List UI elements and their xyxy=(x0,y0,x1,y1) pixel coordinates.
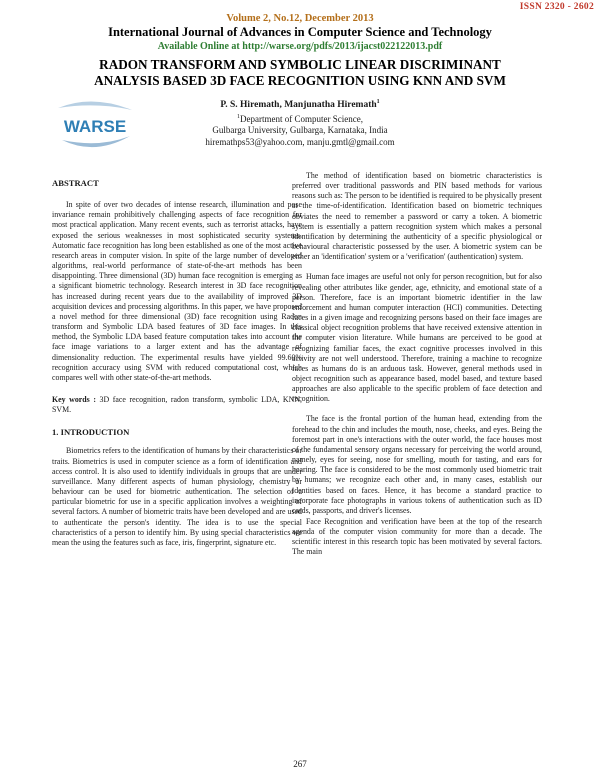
keywords-text: 3D face recognition, radon transform, symbolic LDA, KNN, SVM. xyxy=(52,394,303,415)
author-names: P. S. Hiremath, Manjunatha Hiremath$^1$ xyxy=(220,99,380,111)
right-paragraph-4: Face Recognition and verification have been at the top of the research agenda of the computer vision community for more than a decade. The scientific interest in this research topic has been motivated by several factors. The main xyxy=(292,517,542,557)
page-number: 267 xyxy=(293,759,307,769)
left-column xyxy=(52,178,302,548)
paper-title xyxy=(20,57,580,89)
online-url: Available Online at http://warse.org/pdfs/2013/ijacst022122013.pdf xyxy=(157,41,443,52)
author-superscript: 1 xyxy=(376,99,380,105)
abstract-text: In spite of over two decades of intense research, illumination and pose invariance remain prohibitively challenging aspects of face recognition for most practical application. Many recent events, such as terrorist attacks, have exposed the serious weaknesses in most sophisticated security systems. Automatic face recognition has long been established as one of the most active research areas in computer vision. In spite of the large number of developed algorithms, real-world performance of state-of-the-art methods has been disappointing. Three dimensional (3D) human face recognition is emerging as a significant biometric technology. Research interest in 3D face recognition has increased during recent years due to the availability of improved 3D acquisition devices and processing algorithms. In this paper, we have proposed a novel method for three dimensional (3D) face recognition using Radon transform and Symbolic LDA based features of 3D face images. In this method, the Symbolic LDA based feature computation takes into account the face image variations to a larger extent and has the advantage of dimensionality reduction. The experimental results have yielded 99.60% recognition accuracy using SVM with reduced computational cost, which compares well with other state-of-the-art methods. xyxy=(52,200,302,382)
affiliation-university: Gulbarga University, Gulbarga, Karnataka, India xyxy=(212,125,388,136)
keywords-label: Key words : xyxy=(52,394,96,404)
right-paragraph-1: The method of identification based on biometric characteristics is preferred over traditional passwords and PIN based methods for various reasons such as: The person to be identified is required to be physically present at the time-of-identification. Identification based on biometric techniques obviates the need to remember a password or carry a token. A biometric system is essentially a pattern recognition system which makes a personal identification by determining the authenticity of a specific physiological or behavioural characteristic possessed by the user. A biometric system can be either an 'identification' system or a 'verification' (authentication) system. xyxy=(292,171,542,262)
journal-title: International Journal of Advances in Computer Science and Technology xyxy=(108,25,492,39)
paper-title-line-2: ANALYSIS BASED 3D FACE RECOGNITION USING KNN AND SVM xyxy=(94,73,506,88)
issn-label: ISSN 2320 - 2602 xyxy=(519,2,594,12)
keywords xyxy=(52,395,302,415)
affiliation-department: $^1$Department of Computer Science, xyxy=(237,113,363,124)
right-paragraph-2: Human face images are useful not only for person recognition, but for also revealing other attributes like gender, age, ethnicity, and emotional state of a person. Therefore, face is an important biometric identifier in the law enforcement and human computer interaction (HCI) communities. Detecting faces in a given image and recognizing persons based on their face images are classical object recognition problems that have received extensive attention in the computer vision literature. While humans are perceived to be good at recognizing familiar faces, the exact cognitive processes involved in this activity are not well understood. Therefore, training a machine to recognize faces as humans do is an arduous task. However, general methods used in object recognition such as appearance based, model based, and texture based approaches are also applicable to the specific problem of face detection and recognition. xyxy=(292,272,542,404)
volume-info: Volume 2, No.12, December 2013 xyxy=(226,13,374,24)
author-block xyxy=(0,97,600,148)
abstract-heading: ABSTRACT xyxy=(52,178,99,188)
affiliation-superscript: 1 xyxy=(237,113,241,120)
paper-title-line-1: RADON TRANSFORM AND SYMBOLIC LINEAR DISCRIMINANT xyxy=(99,57,501,72)
warse-logo-text: WARSE xyxy=(63,117,127,136)
journal-masthead xyxy=(0,12,600,53)
introduction-paragraph-1: Biometrics refers to the identification of humans by their characteristics or traits. Biometrics is used in computer science as a form of identification and access control. It is also used to identify individuals in groups that are under surveillance. Many different aspects of human physiology, chemistry or behaviour can be used for biometric authentication. The selection of a particular biometric for use in a specific application involves a weighting of several factors. A number of biometric traits have been developed and are used to authenticate the person's identity. The idea is to use the special characteristics of a person to identify him. By using special characteristics we mean the using the features such as face, iris, fingerprint, signature etc. xyxy=(52,446,302,547)
introduction-heading: 1. INTRODUCTION xyxy=(52,427,130,438)
right-column xyxy=(292,171,542,558)
author-emails: hiremathps53@yahoo.com, manju.gmtl@gmail.com xyxy=(205,136,395,147)
right-paragraph-3: The face is the frontal portion of the human head, extending from the forehead to the chin and includes the mouth, nose, cheeks, and eyes. Being the foremost part in one's interactions with the outer world, the face houses most of the fundamental sensory organs necessary for perceiving the world around, namely, eyes for seeing, nose for smelling, mouth for tasting, and ears for hearing. The face is considered to be the most commonly used biometric trait by humans; we recognize each other and, in many cases, establish our identities based on faces. Hence, it has become a standard practice to incorporate face photographs in various tokens of authentication such as ID cards, passports, and driver's licenses. xyxy=(292,414,542,515)
